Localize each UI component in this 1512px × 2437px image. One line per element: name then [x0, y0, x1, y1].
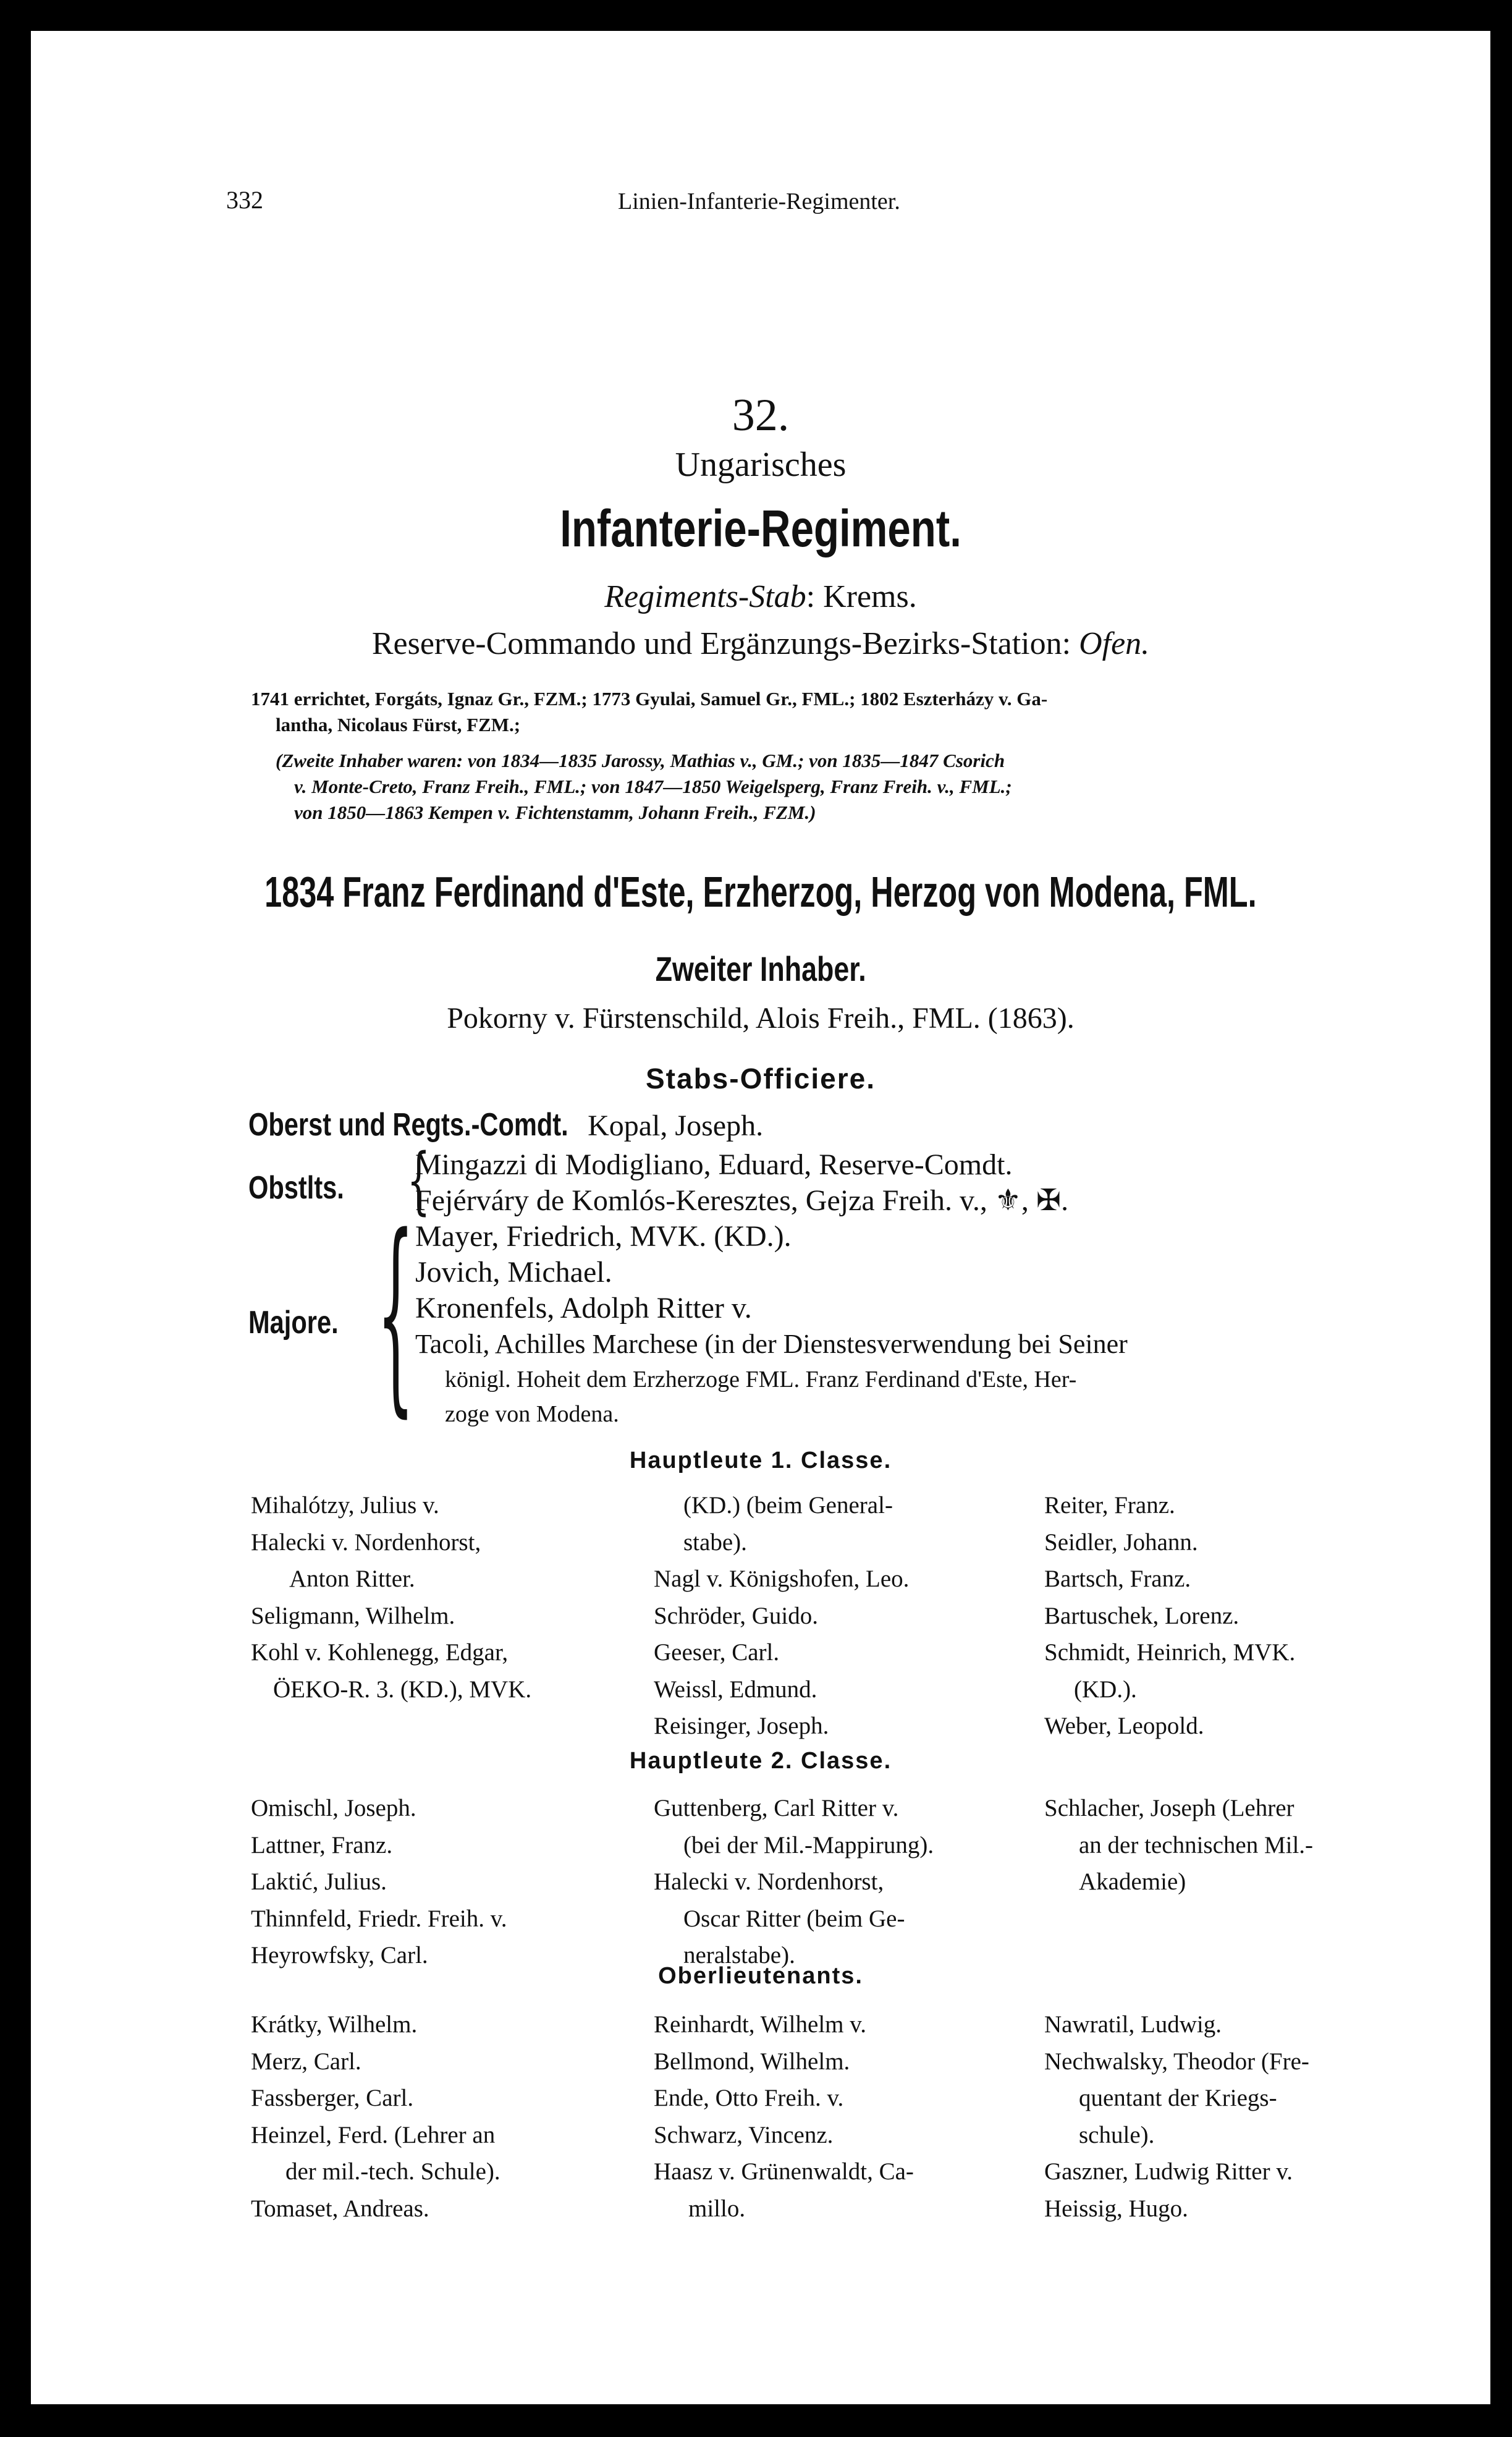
major-entry-tacoli: Tacoli, Achilles Marchese (in der Dienstesverwendung bei Seiner — [415, 1329, 1128, 1359]
regiment-nationality: Ungarisches — [675, 446, 847, 484]
regiment-stab — [31, 579, 1490, 615]
major-entry-continuation: königl. Hoheit dem Erzherzoge FML. Franz Ferdinand d'Este, Her- — [445, 1367, 1077, 1392]
obstlts-label-wrap — [248, 1169, 368, 1206]
major-entry: Mayer, Friedrich, MVK. (KD.). — [415, 1220, 792, 1253]
list-item: schule). — [1079, 2121, 1155, 2148]
hauptleute2-col1 — [251, 1790, 646, 1974]
hauptleute1-col2 — [654, 1487, 1024, 1745]
hauptleute1-col1 — [251, 1487, 646, 1708]
list-item: ÖEKO-R. 3. (KD.), MVK. — [273, 1676, 532, 1703]
obstlt-entry: Fejérváry de Komlós-Keresztes, Gejza Freih. v., ⚜, ✠. — [415, 1184, 1069, 1217]
list-item: Ende, Otto Freih. v. — [654, 2085, 844, 2111]
list-item: Akademie) — [1079, 1868, 1186, 1895]
list-item: stabe). — [683, 1528, 747, 1556]
list-item: Bellmond, Wilhelm. — [654, 2048, 850, 2075]
list-item: Krátky, Wilhelm. — [251, 2011, 418, 2038]
list-item: Heissig, Hugo. — [1044, 2195, 1188, 2222]
history-block — [251, 686, 1047, 738]
list-item: Heinzel, Ferd. (Lehrer an — [251, 2121, 496, 2148]
stab-value: : Krems. — [806, 579, 917, 614]
reserve-text: Reserve-Commando und Ergänzungs-Bezirks-Station: — [371, 626, 1071, 661]
list-item: (KD.) (beim General- — [683, 1492, 893, 1519]
page-number: 332 — [226, 186, 263, 214]
hauptleute2-col3 — [1044, 1790, 1446, 1901]
list-item: Seidler, Johann. — [1044, 1528, 1198, 1556]
list-item: (KD.). — [1074, 1676, 1137, 1703]
list-item: Nechwalsky, Theodor (Fre- — [1044, 2048, 1309, 2075]
list-item: Lattner, Franz. — [251, 1831, 393, 1858]
list-item: neralstabe). — [683, 1942, 795, 1969]
list-item: Heyrowfsky, Carl. — [251, 1942, 428, 1969]
stabs-heading: Stabs-Officiere. — [646, 1062, 876, 1095]
list-item: Weber, Leopold. — [1044, 1713, 1204, 1739]
list-item: Reinhardt, Wilhelm v. — [654, 2011, 866, 2038]
oberst-label: Oberst und Regts.-Comdt. — [248, 1107, 568, 1143]
majore-label: Majore. — [248, 1305, 339, 1341]
majore-brace: { — [377, 1191, 415, 1436]
history-line: lantha, Nicolaus Fürst, FZM.; — [276, 714, 521, 735]
inhaber-main-wrap — [31, 870, 1490, 915]
oberlieutenants-col2 — [654, 2006, 1024, 2227]
oberst-line — [248, 1106, 763, 1143]
major-entry: Kronenfels, Adolph Ritter v. — [415, 1292, 752, 1324]
inhaber-history-block — [276, 748, 1012, 826]
list-item: quentant der Kriegs- — [1079, 2085, 1277, 2111]
book-page — [31, 31, 1490, 2404]
hauptleute2-heading: Hauptleute 2. Classe. — [629, 1748, 892, 1774]
inhaber-history-line: (Zweite Inhaber waren: von 1834—1835 Jarossy, Mathias v., GM.; von 1835—1847 Csorich — [276, 750, 1005, 771]
majore-label-wrap — [248, 1304, 361, 1341]
majore-list — [415, 1219, 1128, 1431]
oberst-name: Kopal, Joseph. — [588, 1109, 764, 1142]
list-item: Reiter, Franz. — [1044, 1492, 1175, 1519]
hauptleute1-heading: Hauptleute 1. Classe. — [629, 1447, 892, 1473]
major-entry-continuation: zoge von Modena. — [445, 1401, 619, 1427]
oberlieutenants-col3 — [1044, 2006, 1446, 2227]
stab-label: Regiments-Stab — [604, 579, 806, 614]
regiment-title: Infanterie-Regiment. — [560, 499, 961, 557]
regiment-title-wrap — [31, 499, 1490, 557]
hauptleute1-col3 — [1044, 1487, 1446, 1745]
second-inhaber-heading: Zweiter Inhaber. — [655, 949, 866, 988]
list-item: Kohl v. Kohlenegg, Edgar, — [251, 1639, 509, 1666]
oberlieutenants-heading: Oberlieutenants. — [658, 1963, 863, 1989]
inhaber-history-line: v. Monte-Creto, Franz Freih., FML.; von 1847—1850 Weigelsperg, Franz Freih. v., FML.; — [294, 776, 1012, 797]
regiment-number: 32. — [732, 390, 790, 441]
list-item: Schröder, Guido. — [654, 1602, 818, 1629]
list-item: der mil.-tech. Schule). — [285, 2158, 500, 2185]
list-item: Laktić, Julius. — [251, 1868, 387, 1895]
list-item: Tomaset, Andreas. — [251, 2195, 429, 2222]
list-item: Bartuschek, Lorenz. — [1044, 1602, 1240, 1629]
list-item: Mihalótzy, Julius v. — [251, 1492, 439, 1519]
obstlt-entry: Mingazzi di Modigliano, Eduard, Reserve-Comdt. — [415, 1148, 1013, 1181]
oberlieutenants-col1 — [251, 2006, 646, 2227]
list-item: Schmidt, Heinrich, MVK. — [1044, 1639, 1296, 1666]
list-item: Bartsch, Franz. — [1044, 1566, 1191, 1592]
inhaber-main: 1834 Franz Ferdinand d'Este, Erzherzog, Herzog von Modena, FML. — [264, 868, 1257, 916]
obstlts-brace: { — [407, 1137, 431, 1223]
list-item: Anton Ritter. — [289, 1566, 415, 1592]
list-item: Reisinger, Joseph. — [654, 1713, 829, 1739]
list-item: millo. — [688, 2195, 746, 2222]
list-item: Weissl, Edmund. — [654, 1676, 817, 1703]
list-item: (bei der Mil.-Mappirung). — [683, 1831, 934, 1858]
list-item: Halecki v. Nordenhorst, — [654, 1868, 884, 1895]
list-item: Schwarz, Vincenz. — [654, 2121, 834, 2148]
obstlts-list — [415, 1147, 1068, 1219]
list-item: Guttenberg, Carl Ritter v. — [654, 1795, 899, 1821]
major-entry: Jovich, Michael. — [415, 1256, 612, 1289]
obstlts-label: Obstlts. — [248, 1170, 344, 1206]
second-inhaber-heading-wrap — [31, 949, 1490, 988]
hauptleute2-col2 — [654, 1790, 1024, 1974]
list-item: Schlacher, Joseph (Lehrer — [1044, 1795, 1294, 1821]
list-item: Haasz v. Grünenwaldt, Ca- — [654, 2158, 914, 2185]
running-title: Linien-Infanterie-Regimenter. — [618, 189, 900, 214]
list-item: Omischl, Joseph. — [251, 1795, 416, 1821]
list-item: Gaszner, Ludwig Ritter v. — [1044, 2158, 1293, 2185]
list-item: Geeser, Carl. — [654, 1639, 780, 1666]
list-item: Seligmann, Wilhelm. — [251, 1602, 455, 1629]
list-item: Thinnfeld, Friedr. Freih. v. — [251, 1905, 507, 1932]
list-item: Halecki v. Nordenhorst, — [251, 1528, 481, 1556]
reserve-line — [31, 625, 1490, 662]
list-item: Merz, Carl. — [251, 2048, 361, 2075]
reserve-place: Ofen. — [1079, 626, 1150, 661]
inhaber-history-line: von 1850—1863 Kempen v. Fichtenstamm, Johann Freih., FZM.) — [294, 802, 816, 823]
history-line: 1741 errichtet, Forgáts, Ignaz Gr., FZM.; 1773 Gyulai, Samuel Gr., FML.; 1802 Eszterházy v. Ga- — [251, 688, 1048, 710]
second-inhaber-name: Pokorny v. Fürstenschild, Alois Freih., FML. (1863). — [447, 1002, 1075, 1035]
list-item: Nagl v. Königshofen, Leo. — [654, 1566, 910, 1592]
list-item: Nawratil, Ludwig. — [1044, 2011, 1222, 2038]
list-item: an der technischen Mil.- — [1079, 1831, 1314, 1858]
list-item: Fassberger, Carl. — [251, 2085, 414, 2111]
list-item: Oscar Ritter (beim Ge- — [683, 1905, 905, 1932]
